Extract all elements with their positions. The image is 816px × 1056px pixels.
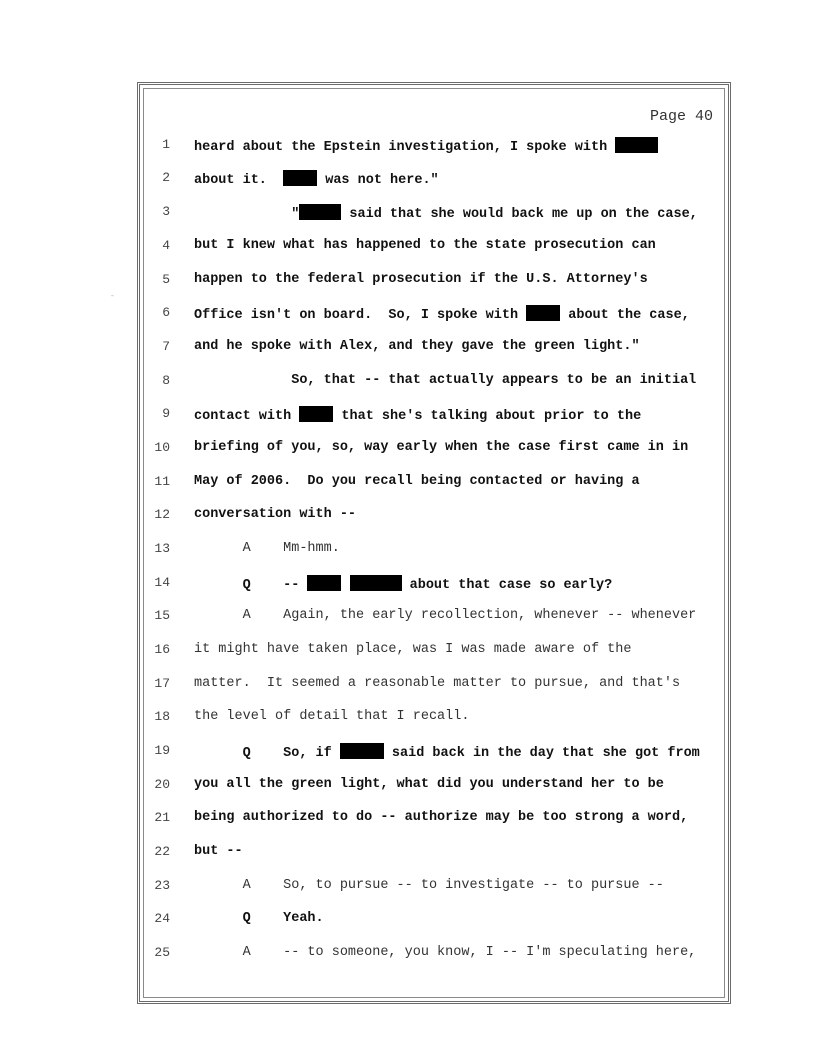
line-number: 5 [162, 272, 170, 287]
margin-mark: - [110, 292, 115, 301]
transcript-line [0, 943, 816, 963]
line-number: 11 [154, 474, 170, 489]
redaction-block [299, 406, 333, 422]
line-text: the level of detail that I recall. [194, 709, 470, 724]
line-number: 20 [154, 777, 170, 792]
transcript-line [0, 303, 816, 323]
line-text: contact with that she's talking about prior to the [194, 406, 641, 424]
transcript-line [0, 505, 816, 525]
line-text: Q So, if said back in the day that she got from [194, 743, 700, 761]
line-text: briefing of you, so, way early when the case first came in in [194, 440, 689, 455]
line-text: Office isn't on board. So, I spoke with about the case, [194, 305, 690, 323]
transcript-line [0, 909, 816, 929]
line-number: 24 [154, 911, 170, 926]
redaction-block [526, 305, 560, 321]
line-text: about it. was not here." [194, 170, 439, 188]
line-number: 16 [154, 642, 170, 657]
redaction-block [615, 137, 658, 153]
transcript-line [0, 808, 816, 828]
line-text: So, that -- that actually appears to be an initial [194, 373, 697, 388]
line-number: 2 [162, 170, 170, 185]
line-text: A Again, the early recollection, whenever -- whenever [194, 608, 697, 623]
line-text: but -- [194, 844, 243, 859]
line-text: it might have taken place, was I was made aware of the [194, 642, 632, 657]
line-number: 1 [162, 137, 170, 152]
line-text: May of 2006. Do you recall being contacted or having a [194, 474, 640, 489]
line-text: and he spoke with Alex, and they gave the green light." [194, 339, 640, 354]
redaction-block [283, 170, 317, 186]
line-text: " said that she would back me up on the case, [194, 204, 698, 222]
transcript-line [0, 876, 816, 896]
line-number: 14 [154, 575, 170, 590]
transcript-line [0, 842, 816, 862]
transcript-line [0, 539, 816, 559]
transcript-line [0, 236, 816, 256]
line-number: 15 [154, 608, 170, 623]
transcript-line [0, 202, 816, 222]
transcript-line [0, 606, 816, 626]
line-text: A So, to pursue -- to investigate -- to pursue -- [194, 878, 664, 893]
transcript-line [0, 707, 816, 727]
line-text: A Mm-hmm. [194, 541, 340, 556]
line-number: 3 [162, 204, 170, 219]
line-number: 12 [154, 507, 170, 522]
line-number: 25 [154, 945, 170, 960]
line-text: Q -- about that case so early? [194, 575, 612, 593]
line-number: 13 [154, 541, 170, 556]
line-number: 4 [162, 238, 170, 253]
redaction-block [299, 204, 341, 220]
line-text: A -- to someone, you know, I -- I'm speculating here, [194, 945, 697, 960]
line-number: 6 [162, 305, 170, 320]
line-number: 18 [154, 709, 170, 724]
transcript-line [0, 472, 816, 492]
line-number: 21 [154, 810, 170, 825]
line-text: heard about the Epstein investigation, I spoke with [194, 137, 658, 155]
transcript-line [0, 775, 816, 795]
transcript-line [0, 168, 816, 188]
line-number: 22 [154, 844, 170, 859]
line-text: matter. It seemed a reasonable matter to pursue, and that's [194, 676, 681, 691]
transcript-line [0, 741, 816, 761]
page-number: Page 40 [649, 108, 713, 125]
line-number: 9 [162, 406, 170, 421]
transcript-line [0, 270, 816, 290]
line-text: you all the green light, what did you understand her to be [194, 777, 664, 792]
transcript-line [0, 404, 816, 424]
line-number: 19 [154, 743, 170, 758]
redaction-block [307, 575, 341, 591]
redaction-block [350, 575, 402, 591]
line-text: being authorized to do -- authorize may be too strong a word, [194, 810, 689, 825]
transcript-line [0, 573, 816, 593]
line-text: Q Yeah. [194, 911, 324, 926]
transcript-line [0, 438, 816, 458]
transcript-line [0, 640, 816, 660]
transcript-line [0, 135, 816, 155]
line-number: 23 [154, 878, 170, 893]
redaction-block [340, 743, 384, 759]
line-text: conversation with -- [194, 507, 357, 522]
transcript-line [0, 674, 816, 694]
line-number: 7 [162, 339, 170, 354]
line-text: happen to the federal prosecution if the U.S. Attorney's [194, 272, 648, 287]
line-number: 8 [162, 373, 170, 388]
line-number: 17 [154, 676, 170, 691]
line-text: but I knew what has happened to the state prosecution can [194, 238, 656, 253]
transcript-line [0, 337, 816, 357]
transcript-line [0, 371, 816, 391]
line-number: 10 [154, 440, 170, 455]
